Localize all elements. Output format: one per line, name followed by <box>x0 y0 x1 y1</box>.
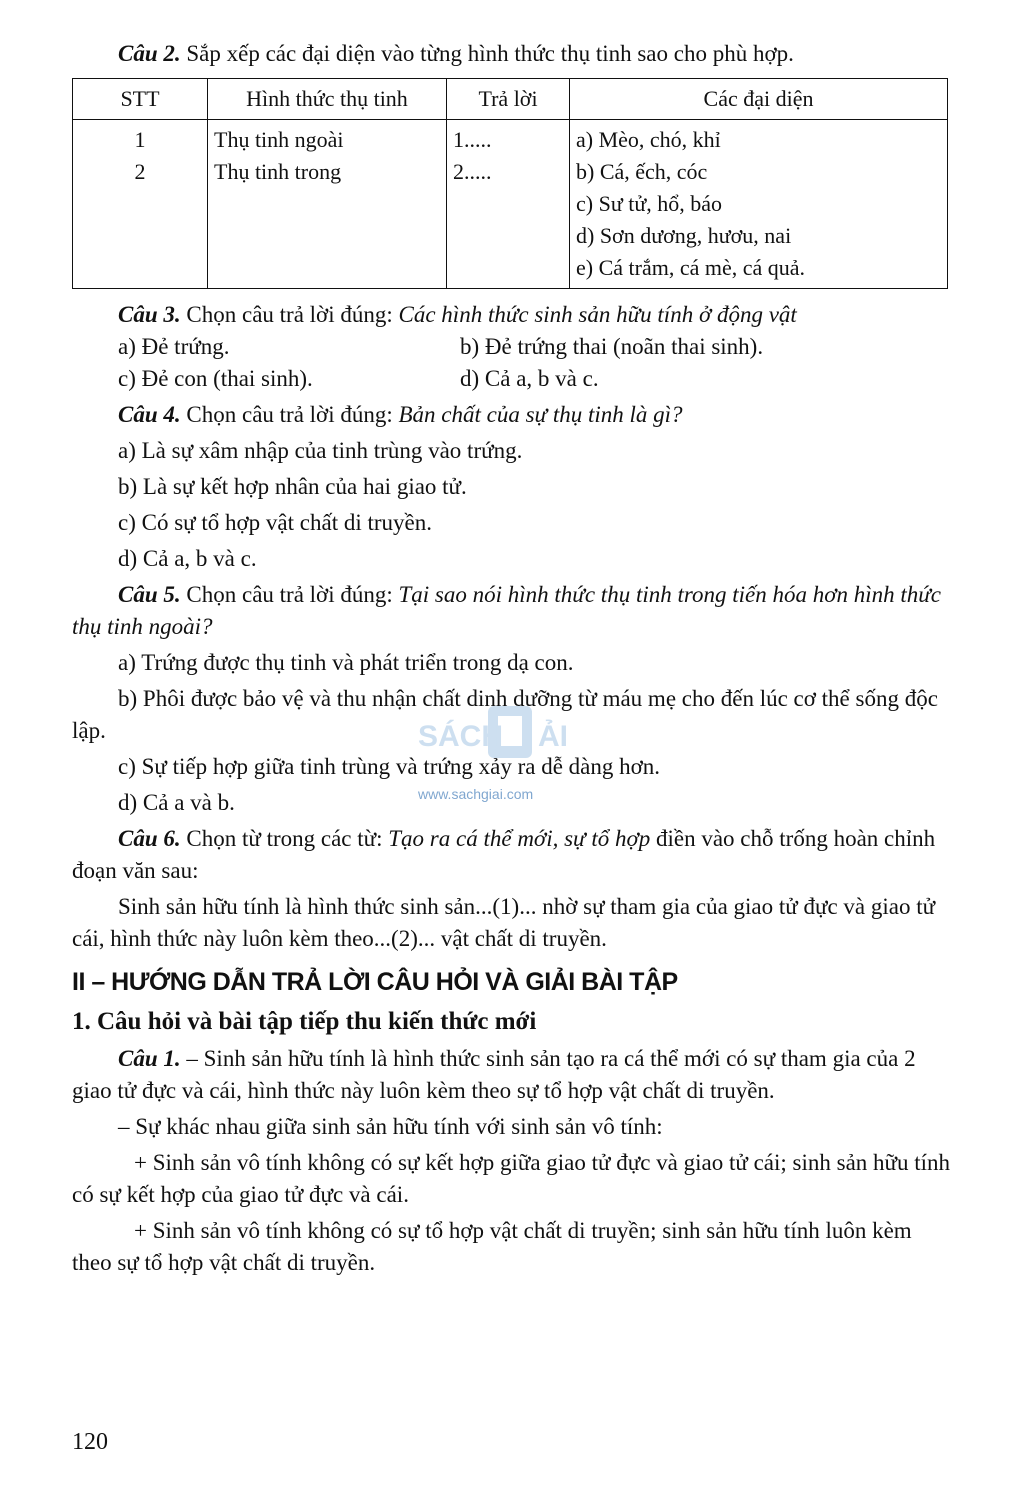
table-row-1-answer: 1..... <box>453 127 492 152</box>
question-3-options-row-1 <box>72 331 952 363</box>
question-6-lead: Chọn từ trong các từ: <box>186 826 383 851</box>
question-3-label: Câu 3. <box>118 302 181 327</box>
question-6 <box>72 823 952 887</box>
representative-b: b) Cá, ếch, cóc <box>576 159 708 184</box>
answer-1-p1: – Sinh sản hữu tính là hình thức sinh sản tạo ra cá thể mới có sự tham gia của 2 giao tử đực và cái, hình thức này luôn kèm theo sự tổ hợp vật chất di truyền. <box>72 1046 916 1103</box>
section-heading: II – HƯỚNG DẪN TRẢ LỜI CÂU HỎI VÀ GIẢI BÀI TẬP <box>72 968 678 996</box>
answer-1-p3: + Sinh sản vô tính không có sự kết hợp giữa giao tử đực và giao tử cái; sinh sản hữu tính có sự kết hợp của giao tử đực và cái. <box>72 1150 951 1207</box>
table-row-2-form: Thụ tinh trong <box>214 159 342 184</box>
table-header-stt: STT <box>73 79 208 120</box>
question-5 <box>72 579 952 643</box>
table-header-answer: Trả lời <box>447 79 570 120</box>
option-b: b) Là sự kết hợp nhân của hai giao tử. <box>118 474 467 499</box>
option-c: c) Sự tiếp hợp giữa tinh trùng và trứng xảy ra dễ dàng hơn. <box>118 754 661 779</box>
option-c: c) Đẻ con (thai sinh). <box>118 366 313 391</box>
table-row <box>73 120 948 289</box>
option-b: b) Đẻ trứng thai (noãn thai sinh). <box>460 334 764 359</box>
fertilization-table <box>72 78 948 289</box>
question-2 <box>72 38 952 70</box>
question-2-label: Câu 2. <box>118 41 181 66</box>
table-header-form: Hình thức thụ tinh <box>208 79 447 120</box>
answer-1 <box>72 1043 952 1107</box>
question-6-words: Tạo ra cá thể mới, sự tổ hợp <box>388 826 651 851</box>
representative-c: c) Sư tử, hổ, báo <box>576 191 723 216</box>
table-cell-answer <box>447 120 570 289</box>
document-page <box>72 38 952 1279</box>
representative-d: d) Sơn dương, hươu, nai <box>576 223 792 248</box>
subheading: 1. Câu hỏi và bài tập tiếp thu kiến thức mới <box>72 1008 537 1035</box>
representative-e: e) Cá trắm, cá mè, cá quả. <box>576 255 806 280</box>
question-2-text: Sắp xếp các đại diện vào từng hình thức thụ tinh sao cho phù hợp. <box>186 41 794 66</box>
question-4-label: Câu 4. <box>118 402 181 427</box>
table-row-2-answer: 2..... <box>453 159 492 184</box>
question-3-options-row-2 <box>72 363 952 395</box>
table-cell-representatives <box>570 120 948 289</box>
question-5-label: Câu 5. <box>118 582 181 607</box>
question-3-text: Các hình thức sinh sản hữu tính ở động vật <box>398 302 797 327</box>
option-a: a) Đẻ trứng. <box>118 334 230 359</box>
table-row-2-stt: 2 <box>134 159 146 184</box>
table-header-representatives: Các đại diện <box>570 79 948 120</box>
question-4-lead: Chọn câu trả lời đúng: <box>186 402 393 427</box>
question-5-lead: Chọn câu trả lời đúng: <box>186 582 393 607</box>
option-b: b) Phôi được bảo vệ và thu nhận chất dinh dưỡng từ máu mẹ cho đến lúc cơ thể sống độc lập. <box>72 686 938 743</box>
option-a: a) Trứng được thụ tinh và phát triển trong dạ con. <box>118 650 574 675</box>
option-d: d) Cả a, b và c. <box>460 366 599 391</box>
option-d: d) Cả a, b và c. <box>118 546 257 571</box>
question-6-passage: Sinh sản hữu tính là hình thức sinh sản...(1)... nhờ sự tham gia của giao tử đực và giao tử cái, hình thức này luôn kèm theo...(2)... vật chất di truyền. <box>72 894 936 951</box>
svg-text:SÁCH: SÁCH <box>418 720 504 753</box>
question-6-tail: điền vào chỗ trống hoàn chỉnh đoạn văn sau: <box>72 826 936 883</box>
table-row-1-stt: 1 <box>134 127 146 152</box>
question-4-text: Bản chất của sự thụ tinh là gì? <box>398 402 683 427</box>
question-3 <box>72 299 952 331</box>
question-6-label: Câu 6. <box>118 826 181 851</box>
representative-a: a) Mèo, chó, khỉ <box>576 127 721 152</box>
question-5-text: Tại sao nói hình thức thụ tinh trong tiến hóa hơn hình thức thụ tinh ngoài? <box>72 582 942 639</box>
watermark-url: www.sachgiai.com <box>418 786 534 802</box>
page-number: 120 <box>72 1429 108 1455</box>
answer-1-p2: – Sự khác nhau giữa sinh sản hữu tính với sinh sản vô tính: <box>118 1114 663 1139</box>
option-d: d) Cả a và b. <box>118 790 235 815</box>
option-a: a) Là sự xâm nhập của tinh trùng vào trứng. <box>118 438 523 463</box>
question-4 <box>72 399 952 431</box>
svg-text:ẢI: ẢI <box>538 720 568 753</box>
table-cell-stt <box>73 120 208 289</box>
answer-1-p4: + Sinh sản vô tính không có sự tổ hợp vật chất di truyền; sinh sản hữu tính luôn kèm theo sự tổ hợp vật chất di truyền. <box>72 1218 912 1275</box>
table-row-1-form: Thụ tinh ngoài <box>214 127 344 152</box>
answer-1-label: Câu 1. <box>118 1046 181 1071</box>
question-3-lead: Chọn câu trả lời đúng: <box>186 302 393 327</box>
option-c: c) Có sự tổ hợp vật chất di truyền. <box>118 510 432 535</box>
table-cell-form <box>208 120 447 289</box>
